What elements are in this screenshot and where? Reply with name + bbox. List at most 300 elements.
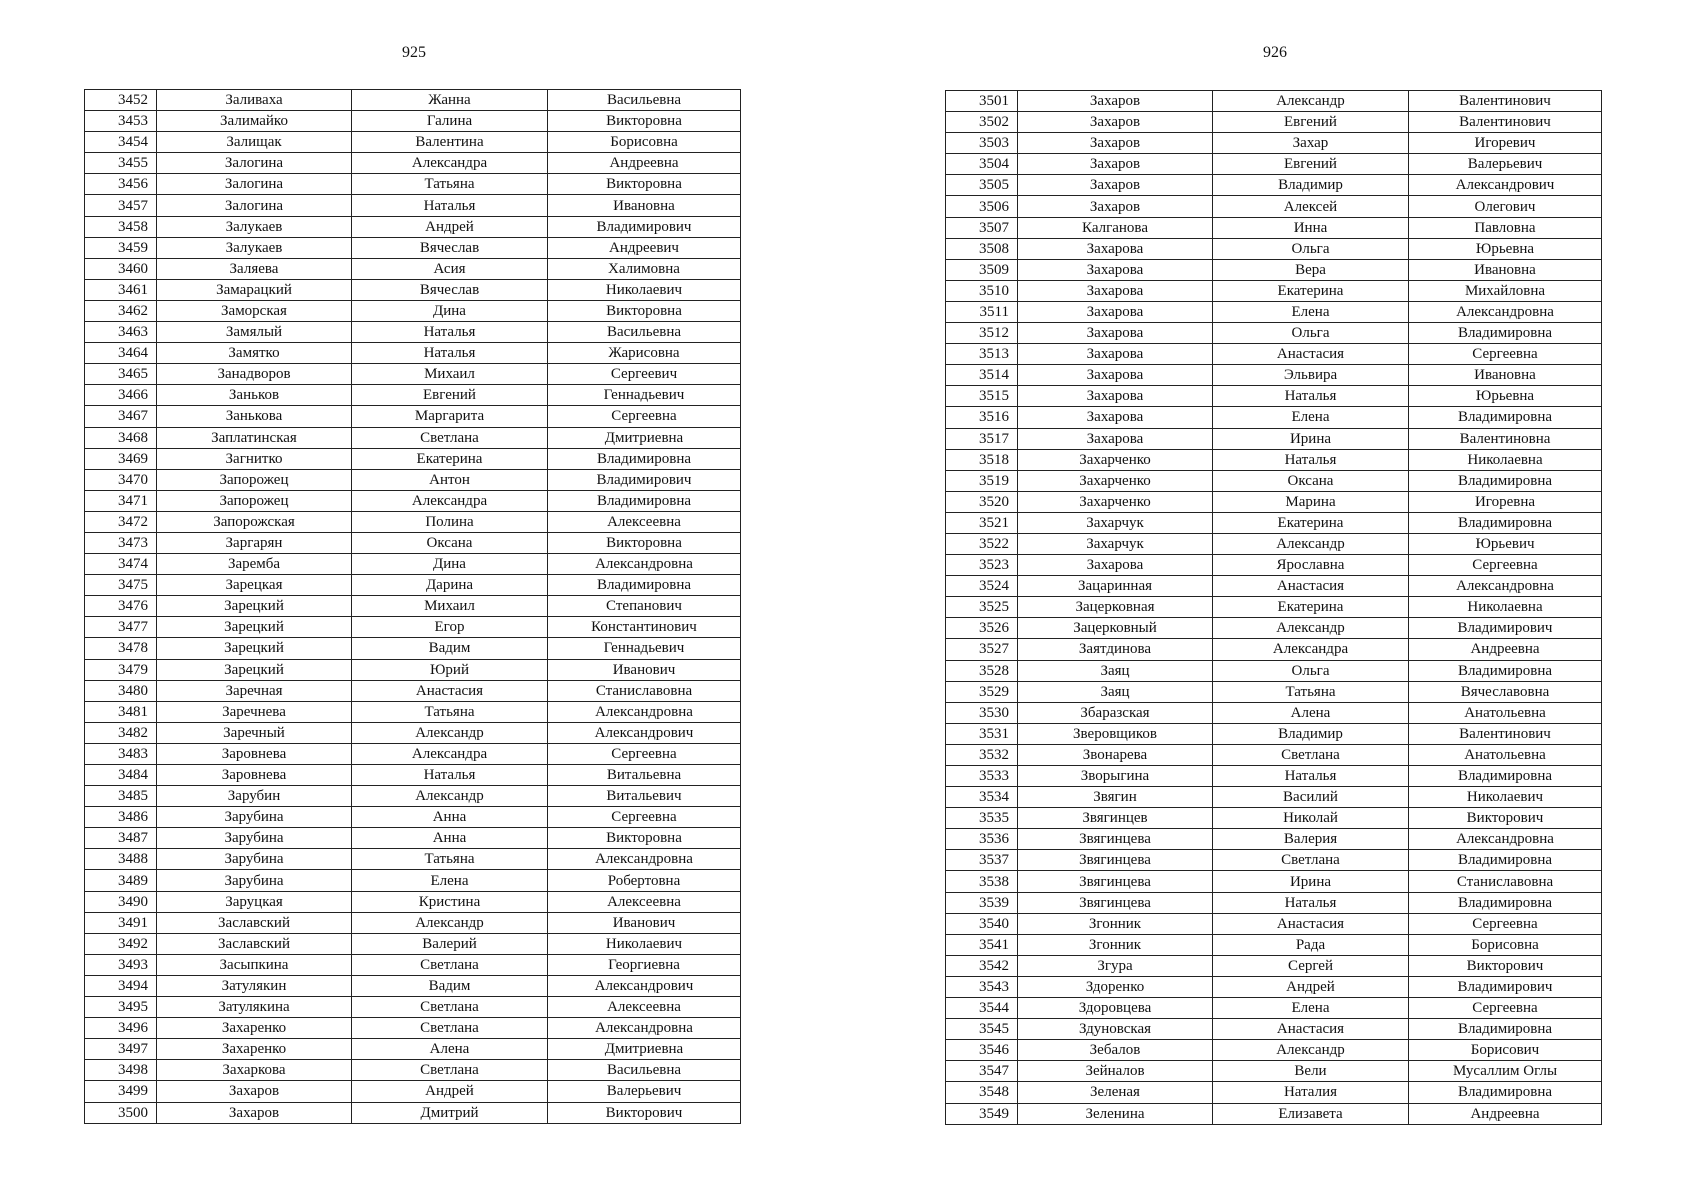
names-table-body [85,90,741,1124]
record-number-cell: 3521 [946,512,1018,533]
table-row [946,787,1602,808]
record-number-cell: 3460 [85,258,157,279]
table-row [85,343,741,364]
table-row [85,912,741,933]
last-name-cell: Захарчук [1018,533,1213,554]
table-row [946,639,1602,660]
record-number-cell: 3528 [946,660,1018,681]
page-number: 926 [1263,44,1287,61]
first-name-cell: Екатерина [352,448,548,469]
first-name-cell: Михаил [352,596,548,617]
table-row [85,807,741,828]
record-number-cell: 3523 [946,555,1018,576]
names-table [84,89,741,1124]
last-name-cell: Захаров [157,1081,352,1102]
patronymic-cell: Владимировна [548,490,741,511]
first-name-cell: Наталия [1213,1082,1409,1103]
table-row [946,955,1602,976]
record-number-cell: 3544 [946,998,1018,1019]
last-name-cell: Захарчук [1018,512,1213,533]
last-name-cell: Замялый [157,322,352,343]
first-name-cell: Анастасия [1213,913,1409,934]
patronymic-cell: Александрович [548,722,741,743]
last-name-cell: Занькова [157,406,352,427]
patronymic-cell: Николаевна [1409,597,1602,618]
patronymic-cell: Валентинович [1409,112,1602,133]
patronymic-cell: Павловна [1409,217,1602,238]
record-number-cell: 3498 [85,1060,157,1081]
last-name-cell: Зацерковный [1018,618,1213,639]
patronymic-cell: Владимировна [1409,850,1602,871]
record-number-cell: 3454 [85,132,157,153]
first-name-cell: Екатерина [1213,512,1409,533]
record-number-cell: 3452 [85,90,157,111]
first-name-cell: Дарина [352,575,548,596]
record-number-cell: 3466 [85,385,157,406]
first-name-cell: Алена [352,1039,548,1060]
first-name-cell: Светлана [352,1018,548,1039]
last-name-cell: Звягинцев [1018,808,1213,829]
table-row [85,575,741,596]
first-name-cell: Владимир [1213,175,1409,196]
table-row [85,997,741,1018]
patronymic-cell: Викторовна [548,300,741,321]
record-number-cell: 3464 [85,343,157,364]
record-number-cell: 3504 [946,154,1018,175]
record-number-cell: 3505 [946,175,1018,196]
first-name-cell: Кристина [352,891,548,912]
first-name-cell: Егор [352,617,548,638]
record-number-cell: 3484 [85,765,157,786]
first-name-cell: Анастасия [352,680,548,701]
last-name-cell: Заречная [157,680,352,701]
patronymic-cell: Ивановна [1409,259,1602,280]
patronymic-cell: Иванович [548,912,741,933]
record-number-cell: 3492 [85,933,157,954]
patronymic-cell: Андреевна [1409,1103,1602,1124]
last-name-cell: Звягинцева [1018,829,1213,850]
last-name-cell: Замарацкий [157,279,352,300]
table-row [85,174,741,195]
table-row [946,871,1602,892]
patronymic-cell: Дмитриевна [548,427,741,448]
table-row [946,660,1602,681]
record-number-cell: 3502 [946,112,1018,133]
last-name-cell: Звягинцева [1018,892,1213,913]
first-name-cell: Наталья [352,765,548,786]
last-name-cell: Запорожец [157,490,352,511]
patronymic-cell: Александровна [548,849,741,870]
record-number-cell: 3516 [946,407,1018,428]
last-name-cell: Захарова [1018,238,1213,259]
last-name-cell: Здоровцева [1018,998,1213,1019]
table-row [946,491,1602,512]
table-row [85,743,741,764]
patronymic-cell: Сергеевна [1409,998,1602,1019]
patronymic-cell: Геннадьевич [548,385,741,406]
patronymic-cell: Валерьевич [1409,154,1602,175]
table-row [85,554,741,575]
record-number-cell: 3537 [946,850,1018,871]
record-number-cell: 3524 [946,576,1018,597]
record-number-cell: 3546 [946,1040,1018,1061]
patronymic-cell: Мусаллим Оглы [1409,1061,1602,1082]
page-number: 925 [402,44,426,61]
first-name-cell: Анастасия [1213,1019,1409,1040]
last-name-cell: Заречнева [157,701,352,722]
first-name-cell: Марина [1213,491,1409,512]
table-row [946,133,1602,154]
record-number-cell: 3507 [946,217,1018,238]
last-name-cell: Захарченко [1018,449,1213,470]
record-number-cell: 3545 [946,1019,1018,1040]
table-row [946,702,1602,723]
record-number-cell: 3473 [85,532,157,553]
last-name-cell: Зарецкий [157,617,352,638]
patronymic-cell: Георгиевна [548,954,741,975]
patronymic-cell: Александровна [1409,576,1602,597]
patronymic-cell: Борисович [1409,1040,1602,1061]
patronymic-cell: Владимировна [1409,470,1602,491]
last-name-cell: Заляева [157,258,352,279]
last-name-cell: Заяц [1018,660,1213,681]
patronymic-cell: Дмитриевна [548,1039,741,1060]
patronymic-cell: Михайловна [1409,280,1602,301]
patronymic-cell: Владимировна [1409,407,1602,428]
record-number-cell: 3527 [946,639,1018,660]
record-number-cell: 3491 [85,912,157,933]
record-number-cell: 3501 [946,91,1018,112]
table-row [946,850,1602,871]
record-number-cell: 3482 [85,722,157,743]
last-name-cell: Зверовщиков [1018,723,1213,744]
patronymic-cell: Анатольевна [1409,702,1602,723]
last-name-cell: Заньков [157,385,352,406]
record-number-cell: 3467 [85,406,157,427]
first-name-cell: Эльвира [1213,365,1409,386]
record-number-cell: 3517 [946,428,1018,449]
first-name-cell: Захар [1213,133,1409,154]
table-row [85,722,741,743]
last-name-cell: Зейналов [1018,1061,1213,1082]
record-number-cell: 3479 [85,659,157,680]
table-row [85,1018,741,1039]
patronymic-cell: Алексеевна [548,511,741,532]
patronymic-cell: Вячеславовна [1409,681,1602,702]
first-name-cell: Александр [1213,1040,1409,1061]
first-name-cell: Полина [352,511,548,532]
table-row [85,90,741,111]
table-row [946,1061,1602,1082]
first-name-cell: Светлана [352,427,548,448]
patronymic-cell: Владимировна [1409,512,1602,533]
first-name-cell: Валентина [352,132,548,153]
patronymic-cell: Станиславовна [548,680,741,701]
first-name-cell: Татьяна [352,174,548,195]
patronymic-cell: Владимировна [1409,660,1602,681]
first-name-cell: Наталья [352,343,548,364]
record-number-cell: 3459 [85,237,157,258]
last-name-cell: Захарова [1018,301,1213,322]
first-name-cell: Оксана [1213,470,1409,491]
record-number-cell: 3476 [85,596,157,617]
table-row [946,280,1602,301]
record-number-cell: 3487 [85,828,157,849]
last-name-cell: Захаров [1018,196,1213,217]
last-name-cell: Заморская [157,300,352,321]
record-number-cell: 3486 [85,807,157,828]
patronymic-cell: Александровна [1409,301,1602,322]
first-name-cell: Светлана [352,997,548,1018]
patronymic-cell: Владимирович [1409,976,1602,997]
patronymic-cell: Станиславовна [1409,871,1602,892]
last-name-cell: Звягинцева [1018,850,1213,871]
record-number-cell: 3490 [85,891,157,912]
patronymic-cell: Владимировна [1409,766,1602,787]
table-row [85,659,741,680]
last-name-cell: Захарова [1018,386,1213,407]
patronymic-cell: Александрович [1409,175,1602,196]
last-name-cell: Запорожская [157,511,352,532]
last-name-cell: Заровнева [157,765,352,786]
table-row [946,238,1602,259]
patronymic-cell: Владимировна [548,448,741,469]
first-name-cell: Александр [1213,533,1409,554]
record-number-cell: 3499 [85,1081,157,1102]
first-name-cell: Анастасия [1213,576,1409,597]
table-row [85,511,741,532]
patronymic-cell: Алексеевна [548,997,741,1018]
patronymic-cell: Сергеевич [548,364,741,385]
last-name-cell: Захарова [1018,407,1213,428]
last-name-cell: Захаров [1018,91,1213,112]
patronymic-cell: Владимировна [1409,1019,1602,1040]
record-number-cell: 3531 [946,723,1018,744]
table-row [946,934,1602,955]
first-name-cell: Светлана [1213,744,1409,765]
table-row [946,217,1602,238]
last-name-cell: Збаразская [1018,702,1213,723]
last-name-cell: Замятко [157,343,352,364]
record-number-cell: 3548 [946,1082,1018,1103]
patronymic-cell: Александровна [548,1018,741,1039]
first-name-cell: Владимир [1213,723,1409,744]
record-number-cell: 3506 [946,196,1018,217]
record-number-cell: 3520 [946,491,1018,512]
last-name-cell: Захарченко [1018,470,1213,491]
record-number-cell: 3542 [946,955,1018,976]
last-name-cell: Заславский [157,912,352,933]
first-name-cell: Александр [352,912,548,933]
patronymic-cell: Витальевна [548,765,741,786]
record-number-cell: 3456 [85,174,157,195]
record-number-cell: 3483 [85,743,157,764]
first-name-cell: Инна [1213,217,1409,238]
patronymic-cell: Алексеевна [548,891,741,912]
record-number-cell: 3463 [85,322,157,343]
table-row [85,1081,741,1102]
first-name-cell: Ирина [1213,871,1409,892]
first-name-cell: Ольга [1213,238,1409,259]
last-name-cell: Зарубина [157,870,352,891]
patronymic-cell: Владимировна [1409,323,1602,344]
record-number-cell: 3489 [85,870,157,891]
table-row [85,300,741,321]
record-number-cell: 3470 [85,469,157,490]
record-number-cell: 3497 [85,1039,157,1060]
first-name-cell: Галина [352,111,548,132]
record-number-cell: 3508 [946,238,1018,259]
patronymic-cell: Сергеевна [548,743,741,764]
table-row [946,892,1602,913]
patronymic-cell: Николаевич [548,933,741,954]
record-number-cell: 3458 [85,216,157,237]
last-name-cell: Заречный [157,722,352,743]
patronymic-cell: Викторовна [548,532,741,553]
last-name-cell: Залищак [157,132,352,153]
first-name-cell: Алена [1213,702,1409,723]
table-row [85,364,741,385]
last-name-cell: Запорожец [157,469,352,490]
last-name-cell: Захарова [1018,428,1213,449]
patronymic-cell: Халимовна [548,258,741,279]
last-name-cell: Заплатинская [157,427,352,448]
last-name-cell: Зарубин [157,786,352,807]
last-name-cell: Зарецкий [157,659,352,680]
table-row [85,195,741,216]
last-name-cell: Згура [1018,955,1213,976]
table-row [85,891,741,912]
table-row [946,112,1602,133]
first-name-cell: Андрей [1213,976,1409,997]
patronymic-cell: Ивановна [548,195,741,216]
first-name-cell: Валерий [352,933,548,954]
patronymic-cell: Иванович [548,659,741,680]
record-number-cell: 3511 [946,301,1018,322]
table-row [946,428,1602,449]
patronymic-cell: Геннадьевич [548,638,741,659]
table-row [946,175,1602,196]
first-name-cell: Дмитрий [352,1102,548,1123]
patronymic-cell: Игоревич [1409,133,1602,154]
last-name-cell: Засыпкина [157,954,352,975]
last-name-cell: Залукаев [157,216,352,237]
table-row [946,365,1602,386]
patronymic-cell: Васильевна [548,1060,741,1081]
table-row [946,618,1602,639]
first-name-cell: Анна [352,807,548,828]
first-name-cell: Наталья [1213,892,1409,913]
table-row [946,555,1602,576]
patronymic-cell: Валентинович [1409,91,1602,112]
table-row [946,976,1602,997]
first-name-cell: Анна [352,828,548,849]
first-name-cell: Наталья [1213,766,1409,787]
names-table-body [946,91,1602,1125]
first-name-cell: Екатерина [1213,280,1409,301]
last-name-cell: Заремба [157,554,352,575]
last-name-cell: Заяц [1018,681,1213,702]
first-name-cell: Елизавета [1213,1103,1409,1124]
table-row [85,680,741,701]
patronymic-cell: Николаевна [1409,449,1602,470]
first-name-cell: Николай [1213,808,1409,829]
last-name-cell: Залогина [157,195,352,216]
table-row [946,744,1602,765]
table-row [946,512,1602,533]
record-number-cell: 3485 [85,786,157,807]
last-name-cell: Захарченко [1018,491,1213,512]
first-name-cell: Ярославна [1213,555,1409,576]
names-table [945,90,1602,1125]
first-name-cell: Жанна [352,90,548,111]
patronymic-cell: Владимировна [1409,1082,1602,1103]
record-number-cell: 3513 [946,344,1018,365]
patronymic-cell: Жарисовна [548,343,741,364]
record-number-cell: 3532 [946,744,1018,765]
record-number-cell: 3469 [85,448,157,469]
last-name-cell: Звягин [1018,787,1213,808]
last-name-cell: Зарецкий [157,596,352,617]
patronymic-cell: Робертовна [548,870,741,891]
table-row [85,954,741,975]
patronymic-cell: Юрьевна [1409,386,1602,407]
last-name-cell: Затулякина [157,997,352,1018]
table-row [85,279,741,300]
record-number-cell: 3526 [946,618,1018,639]
record-number-cell: 3495 [85,997,157,1018]
patronymic-cell: Александровна [548,554,741,575]
first-name-cell: Вера [1213,259,1409,280]
record-number-cell: 3480 [85,680,157,701]
first-name-cell: Татьяна [352,701,548,722]
patronymic-cell: Борисовна [1409,934,1602,955]
first-name-cell: Екатерина [1213,597,1409,618]
table-row [946,301,1602,322]
last-name-cell: Здуновская [1018,1019,1213,1040]
first-name-cell: Михаил [352,364,548,385]
last-name-cell: Захарова [1018,259,1213,280]
last-name-cell: Звонарева [1018,744,1213,765]
first-name-cell: Вели [1213,1061,1409,1082]
last-name-cell: Здоренко [1018,976,1213,997]
table-row [85,701,741,722]
table-row [946,681,1602,702]
record-number-cell: 3477 [85,617,157,638]
patronymic-cell: Викторовна [548,828,741,849]
table-row [85,322,741,343]
record-number-cell: 3538 [946,871,1018,892]
patronymic-cell: Викторовна [548,174,741,195]
table-row [946,1019,1602,1040]
last-name-cell: Зарубина [157,807,352,828]
patronymic-cell: Сергеевна [1409,344,1602,365]
first-name-cell: Наталья [352,195,548,216]
record-number-cell: 3496 [85,1018,157,1039]
last-name-cell: Загнитко [157,448,352,469]
patronymic-cell: Сергеевна [548,406,741,427]
record-number-cell: 3455 [85,153,157,174]
last-name-cell: Зарубина [157,828,352,849]
first-name-cell: Евгений [1213,154,1409,175]
patronymic-cell: Андреевна [548,153,741,174]
record-number-cell: 3494 [85,975,157,996]
table-row [946,259,1602,280]
patronymic-cell: Юрьевич [1409,533,1602,554]
record-number-cell: 3529 [946,681,1018,702]
table-row [85,1039,741,1060]
first-name-cell: Наталья [1213,386,1409,407]
